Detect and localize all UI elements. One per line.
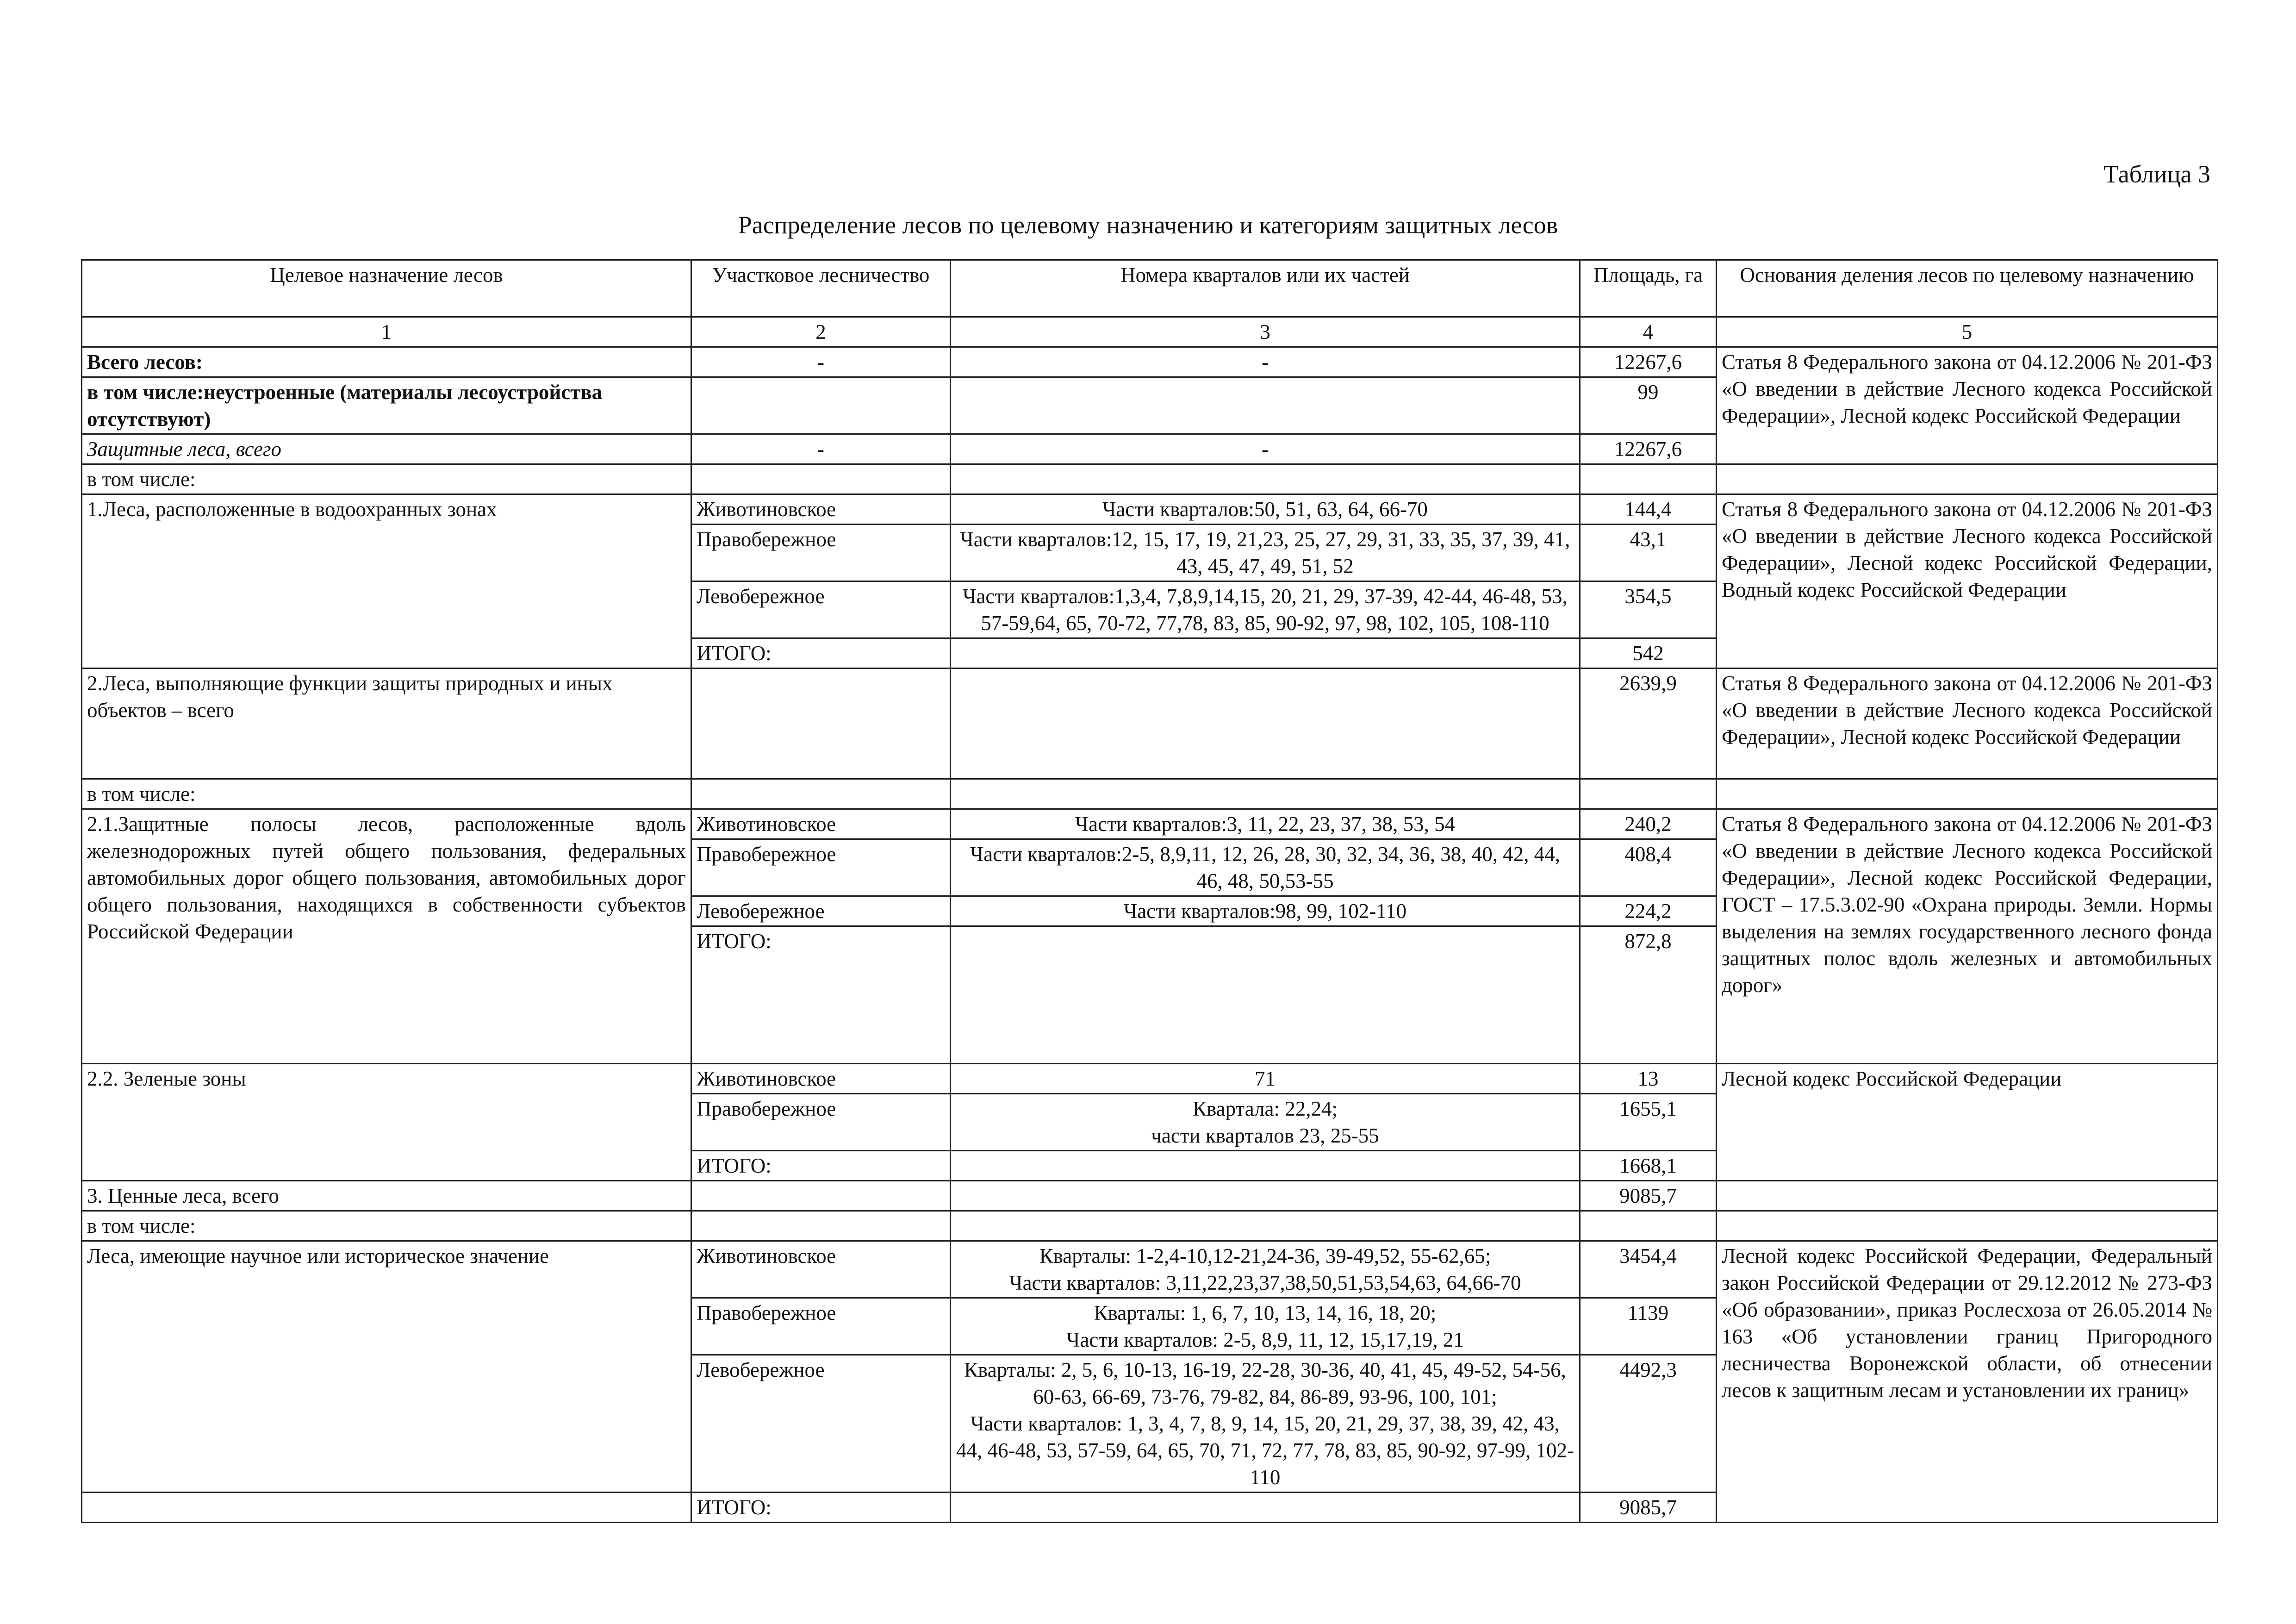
row-area: 99 — [1580, 377, 1717, 434]
row-area: 1668,1 — [1580, 1151, 1717, 1181]
row-area: 872,8 — [1580, 926, 1717, 1064]
row-quarters — [951, 1094, 1580, 1151]
row-quarters: Части кварталов:12, 15, 17, 19, 21,23, 25, 27, 29, 31, 33, 35, 37, 39, 41, 43, 45, 47, 49, 51, 52 — [951, 525, 1580, 581]
row-total-label: ИТОГО: — [691, 926, 951, 1064]
row-area: 43,1 — [1580, 525, 1717, 581]
row-area: 1139 — [1580, 1298, 1717, 1355]
row-area: 4492,3 — [1580, 1355, 1717, 1493]
row-name: в том числе:неустроенные (материалы лесоустройства отсутствуют) — [82, 377, 691, 434]
row-forestry: Животиновское — [691, 809, 951, 839]
row-area: 354,5 — [1580, 581, 1717, 638]
row-name: 1.Леса, расположенные в водоохранных зонах — [82, 494, 691, 668]
row-name: 2.2. Зеленые зоны — [82, 1064, 691, 1181]
table-row — [82, 464, 2218, 494]
row-area: 144,4 — [1580, 494, 1717, 525]
row-total-label: ИТОГО: — [691, 638, 951, 668]
row-quarters — [951, 1241, 1580, 1298]
col-number: 5 — [1717, 317, 2218, 347]
row-forestry: Правобережное — [691, 839, 951, 896]
row-forestry: - — [691, 347, 951, 377]
row-forestry: Левобережное — [691, 1355, 951, 1493]
row-area: 13 — [1580, 1064, 1717, 1094]
row-quarters: - — [951, 347, 1580, 377]
row-quarters: Части кварталов:1,3,4, 7,8,9,14,15, 20, 21, 29, 37-39, 42-44, 46-48, 53, 57-59,64, 65, 70-72, 77,78, 83, 85, 90-92, 97, 98, 102, 105, 108-110 — [951, 581, 1580, 638]
row-total-label: ИТОГО: — [691, 1151, 951, 1181]
row-basis: Лесной кодекс Российской Федерации — [1717, 1064, 2218, 1181]
row-name: Леса, имеющие научное или историческое значение — [82, 1241, 691, 1493]
quarters-line: Части кварталов: 1, 3, 4, 7, 8, 9, 14, 15, 20, 21, 29, 37, 38, 39, 42, 43, 44, 46-48, 53, 57-59, 64, 65, 70, 71, 72, 77, 78, 83, 85, 90-92, 97-99, 102-110 — [956, 1412, 1574, 1489]
row-name: 2.1.Защитные полосы лесов, расположенные вдоль железнодорожных путей общего пользования, федеральных автомобильных дорог общего пользования, автомобильных дорог общего пользования, находящихся в собственности субъектов Российской Федерации — [82, 809, 691, 1064]
row-quarters: - — [951, 434, 1580, 464]
row-basis: Статья 8 Федерального закона от 04.12.2006 № 201-ФЗ «О введении в действие Лесного кодекса Российской Федерации», Лесной кодекс Российской Федерации — [1717, 668, 2218, 779]
table-row — [82, 1064, 2218, 1094]
header-area: Площадь, га — [1580, 260, 1717, 317]
row-area: 2639,9 — [1580, 668, 1717, 779]
row-quarters: Части кварталов:98, 99, 102-110 — [951, 896, 1580, 926]
header-purpose: Целевое назначение лесов — [82, 260, 691, 317]
table-row — [82, 347, 2218, 377]
row-quarters: 71 — [951, 1064, 1580, 1094]
quarters-line: Кварталы: 1-2,4-10,12-21,24-36, 39-49,52, 55-62,65; — [1039, 1244, 1491, 1268]
row-name: 2.Леса, выполняющие функции защиты природных и иных объектов – всего — [82, 668, 691, 779]
table-label: Таблица 3 — [2103, 160, 2210, 188]
quarters-line: части кварталов 23, 25-55 — [1151, 1124, 1379, 1147]
row-quarters — [951, 1298, 1580, 1355]
row-area: 3454,4 — [1580, 1241, 1717, 1298]
col-number: 1 — [82, 317, 691, 347]
quarters-line: Части кварталов: 2-5, 8,9, 11, 12, 15,17,19, 21 — [1066, 1328, 1464, 1351]
col-number: 4 — [1580, 317, 1717, 347]
row-area: 9085,7 — [1580, 1493, 1717, 1523]
row-basis: Статья 8 Федерального закона от 04.12.2006 № 201-ФЗ «О введении в действие Лесного кодекса Российской Федерации», Лесной кодекс Российской Федерации, ГОСТ – 17.5.3.02-90 «Охрана природы. Земли. Нормы выделения на землях государственного лесного фонда защитных полос вдоль железных и автомобильных дорог» — [1717, 809, 2218, 1064]
row-area: 240,2 — [1580, 809, 1717, 839]
column-number-row — [82, 317, 2218, 347]
row-area: 12267,6 — [1580, 434, 1717, 464]
row-forestry — [691, 377, 951, 434]
row-basis: Статья 8 Федерального закона от 04.12.2006 № 201-ФЗ «О введении в действие Лесного кодекса Российской Федерации», Лесной кодекс Российской Федерации, Водный кодекс Российской Федерации — [1717, 494, 2218, 668]
table-header-row — [82, 260, 2218, 317]
row-basis: Лесной кодекс Российской Федерации, Федеральный закон Российской Федерации от 29.12.2012 № 273-ФЗ «Об образовании», приказ Рослесхоза от 26.05.2014 № 163 «Об установлении границ Пригородного лесничества Воронежской области, об отнесении лесов к защитным лесам и установлении их границ» — [1717, 1241, 2218, 1523]
row-area: 1655,1 — [1580, 1094, 1717, 1151]
row-forestry: Животиновское — [691, 494, 951, 525]
quarters-line: Кварталы: 2, 5, 6, 10-13, 16-19, 22-28, 30-36, 40, 41, 45, 49-52, 54-56, 60-63, 66-69, 73-76, 79-82, 84, 86-89, 93-96, 100, 101; — [964, 1358, 1566, 1408]
row-basis: Статья 8 Федерального закона от 04.12.2006 № 201-ФЗ «О введении в действие Лесного кодекса Российской Федерации», Лесной кодекс Российской Федерации — [1717, 347, 2218, 464]
col-number: 2 — [691, 317, 951, 347]
table-row — [82, 1241, 2218, 1298]
row-name: 3. Ценные леса, всего — [82, 1181, 691, 1211]
row-name: в том числе: — [82, 464, 691, 494]
row-name: Защитные леса, всего — [82, 434, 691, 464]
table-row — [82, 1181, 2218, 1211]
row-forestry: Левобережное — [691, 581, 951, 638]
document-title: Распределение лесов по целевому назначению и категориям защитных лесов — [738, 211, 1558, 239]
row-name: в том числе: — [82, 779, 691, 809]
col-number: 3 — [951, 317, 1580, 347]
row-area: 224,2 — [1580, 896, 1717, 926]
row-area: 542 — [1580, 638, 1717, 668]
row-forestry: Правобережное — [691, 1298, 951, 1355]
row-quarters — [951, 377, 1580, 434]
row-area: 408,4 — [1580, 839, 1717, 896]
quarters-line: Части кварталов: 3,11,22,23,37,38,50,51,53,54,63, 64,66-70 — [1009, 1271, 1521, 1294]
row-forestry: Животиновское — [691, 1064, 951, 1094]
header-forestry: Участковое лесничество — [691, 260, 951, 317]
quarters-line: Кварталы: 1, 6, 7, 10, 13, 14, 16, 18, 20; — [1094, 1301, 1437, 1324]
header-quarters: Номера кварталов или их частей — [951, 260, 1580, 317]
table-row — [82, 809, 2218, 839]
row-forestry: - — [691, 434, 951, 464]
table-row — [82, 494, 2218, 525]
row-forestry: Правобережное — [691, 525, 951, 581]
header-basis: Основания деления лесов по целевому назначению — [1717, 260, 2218, 317]
quarters-line: Квартала: 22,24; — [1192, 1097, 1338, 1120]
table-row — [82, 1211, 2218, 1241]
row-forestry: Правобережное — [691, 1094, 951, 1151]
row-quarters: Части кварталов:3, 11, 22, 23, 37, 38, 53, 54 — [951, 809, 1580, 839]
row-forestry: Левобережное — [691, 896, 951, 926]
row-quarters: Части кварталов:2-5, 8,9,11, 12, 26, 28, 30, 32, 34, 36, 38, 40, 42, 44, 46, 48, 50,53-55 — [951, 839, 1580, 896]
row-quarters: Части кварталов:50, 51, 63, 64, 66-70 — [951, 494, 1580, 525]
row-name: Всего лесов: — [82, 347, 691, 377]
row-area: 9085,7 — [1580, 1181, 1717, 1211]
forest-distribution-table — [81, 259, 2218, 1523]
table-row — [82, 779, 2218, 809]
table-row — [82, 668, 2218, 779]
row-total-label: ИТОГО: — [691, 1493, 951, 1523]
row-quarters — [951, 1355, 1580, 1493]
row-name: в том числе: — [82, 1211, 691, 1241]
row-area: 12267,6 — [1580, 347, 1717, 377]
row-forestry: Животиновское — [691, 1241, 951, 1298]
